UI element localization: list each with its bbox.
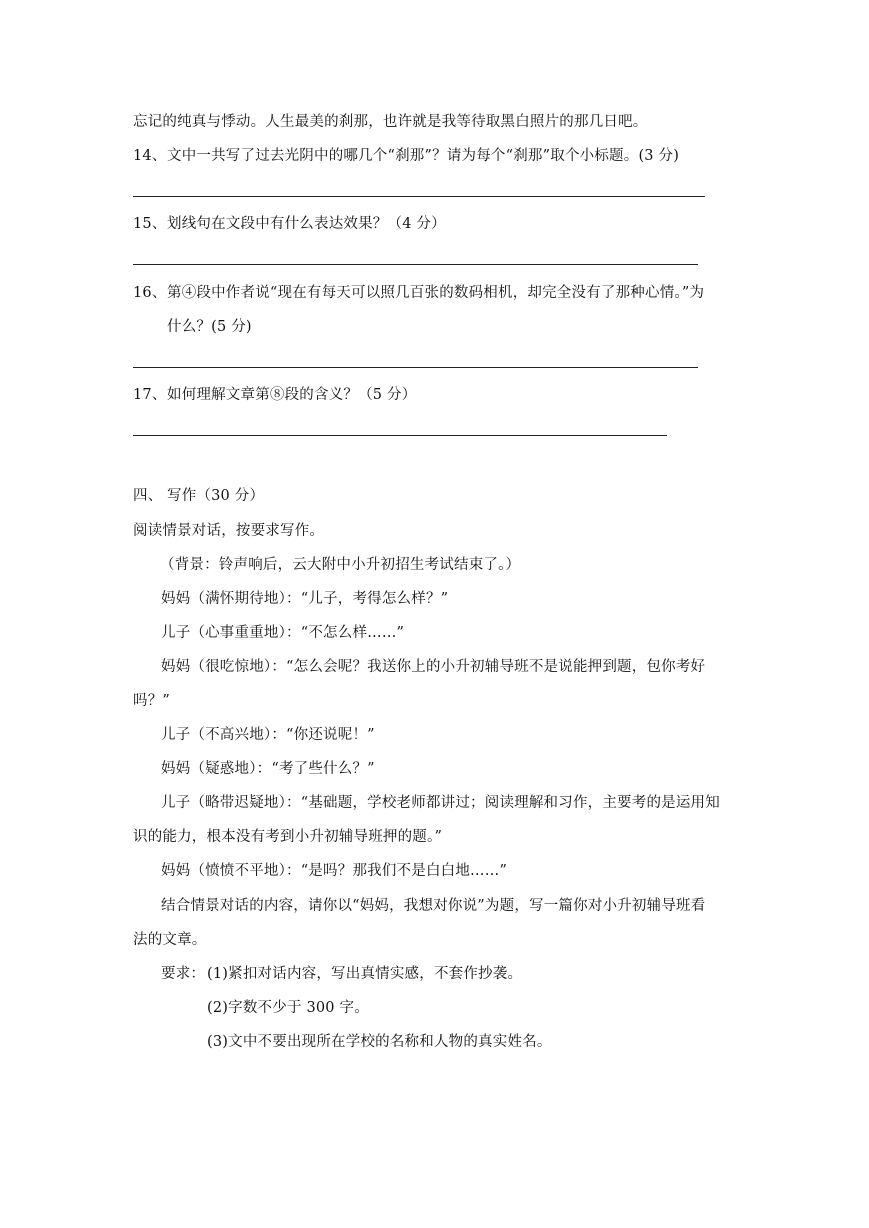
answer-line-15 [133,264,698,265]
question-14-text: 文中一共写了过去光阴中的哪几个“刹那”？请为每个“刹那”取个小标题。(3 分) [167,148,680,164]
dialogue-line: 吗？” [133,693,171,709]
writing-prompt: 结合情景对话的内容，请你以“妈妈，我想对你说”为题，写一篇你对小升初辅导班看 [161,898,706,914]
question-15-text: 划线句在文段中有什么表达效果？（4 分） [167,216,446,232]
answer-line-16 [133,367,698,368]
scenario-background: （背景：铃声响后，云大附中小升初招生考试结束了。） [160,557,521,573]
dialogue-line: 儿子（不高兴地）：“你还说呢！” [161,727,375,743]
question-15-number: 15、 [133,216,167,232]
answer-line-14 [133,196,705,197]
dialogue-line: 识的能力，根本没有考到小升初辅导班押的题。” [133,829,443,845]
requirement-item: (2)字数不少于 300 字。 [207,1000,369,1016]
dialogue-line: 妈妈（疑惑地）：“考了些什么？” [161,761,375,777]
answer-line-17 [133,435,667,436]
requirement-item: (3)文中不要出现所在学校的名称和人物的真实姓名。 [207,1034,552,1050]
dialogue-line: 妈妈（愤愤不平地）：“是吗？那我们不是白白地……” [161,863,508,879]
requirements-label: 要求： [161,966,206,982]
requirement-item: (1)紧扣对话内容，写出真情实感，不套作抄袭。 [207,966,523,982]
question-16-text: 第④段中作者说“现在有每天可以照几百张的数码相机，却完全没有了那种心情。”为 [167,285,705,301]
section-four-instruction: 阅读情景对话，按要求写作。 [133,523,325,539]
question-14-number: 14、 [133,148,167,164]
dialogue-line: 妈妈（很吃惊地）：“怎么会呢？我送你上的小升初辅导班不是说能押到题，包你考好 [161,659,706,675]
question-17-text: 如何理解文章第⑧段的含义？（5 分） [167,387,417,403]
question-16-number: 16、 [133,285,167,301]
writing-prompt-cont: 法的文章。 [133,932,207,948]
dialogue-line: 儿子（心事重重地）：“不怎么样……” [161,625,405,641]
dialogue-line: 儿子（略带迟疑地）：“基础题，学校老师都讲过；阅读理解和习作，主要考的是运用知 [161,795,720,811]
question-16-text-cont: 什么？(5 分) [167,319,252,335]
intro-line: 忘记的纯真与悸动。人生最美的刹那，也许就是我等待取黑白照片的那几日吧。 [133,114,648,130]
question-17-number: 17、 [133,387,167,403]
section-four-number: 四、 [133,488,163,504]
section-four-heading: 写作（30 分） [167,488,265,504]
dialogue-line: 妈妈（满怀期待地）：“儿子，考得怎么样？” [161,591,449,607]
